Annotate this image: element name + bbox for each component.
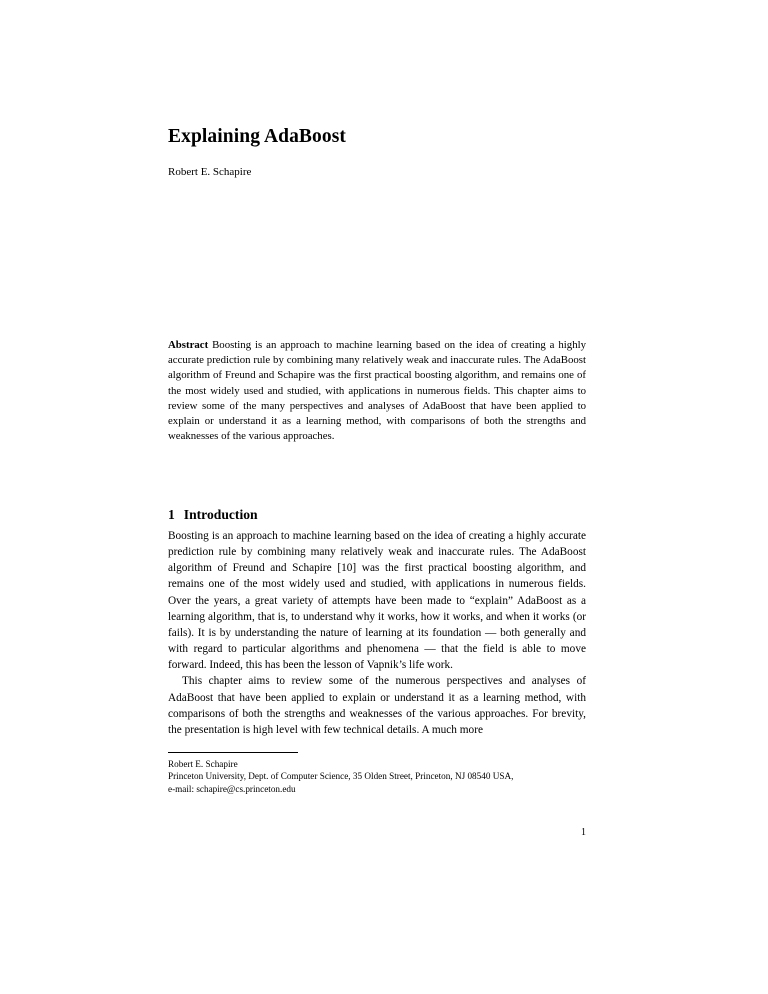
section-title: Introduction	[183, 507, 258, 523]
page-title: Explaining AdaBoost	[168, 126, 347, 148]
footnote-email: e-mail: schapire@cs.princeton.edu	[168, 783, 296, 794]
author-name: Robert E. Schapire	[168, 166, 252, 178]
footnote-divider	[168, 752, 298, 753]
footnote-author: Robert E. Schapire	[168, 759, 238, 769]
footnote-affiliation: Princeton University, Dept. of Computer Science, 35 Olden Street, Princeton, NJ 08540 USA,	[168, 771, 514, 782]
paragraph: This chapter aims to review some of the numerous perspectives and analyses of AdaBoost that have been applied to explain or understand it as a learning method, with comparisons of both the strengths and weaknesses of the various approaches. For brevity, the presentation is high level with few technical details. A much more	[168, 675, 586, 736]
footnote-block	[168, 752, 586, 795]
abstract-text: Boosting is an approach to machine learning based on the idea of creating a highly accurate prediction rule by combining many relatively weak and inaccurate rules. The AdaBoost algorithm of Freund and Schapire was the first practical boosting algorithm, and remains one of the most widely used and studied, with applications in numerous fields. This chapter aims to review some of the many perspectives and analyses of AdaBoost that have been applied to explain or understand it as a learning method, with comparisons of both the strengths and weaknesses of the various approaches.	[168, 339, 586, 443]
abstract-label: Abstract	[168, 339, 209, 351]
section-body	[168, 528, 586, 738]
section-number: 1	[168, 507, 175, 523]
page-number: 1	[581, 827, 586, 838]
section-heading	[168, 505, 586, 525]
paragraph: Boosting is an approach to machine learning based on the idea of creating a highly accurate prediction rule by combining many relatively weak and inaccurate rules. The AdaBoost algorithm of Freund and Schapire [10] was the first practical boosting algorithm, and remains one of the most widely used and studied, with applications in numerous fields. Over the years, a great variety of attempts have been made to “explain” AdaBoost as a learning algorithm, that is, to understand why it works, how it works, and when it works (or fails). It is by understanding the nature of learning at its foundation — both generally and with regard to particular algorithms and phenomena — that the field is able to move forward. Indeed, this has been the lesson of Vapnik’s life work.	[168, 530, 586, 672]
abstract-block	[168, 338, 586, 444]
